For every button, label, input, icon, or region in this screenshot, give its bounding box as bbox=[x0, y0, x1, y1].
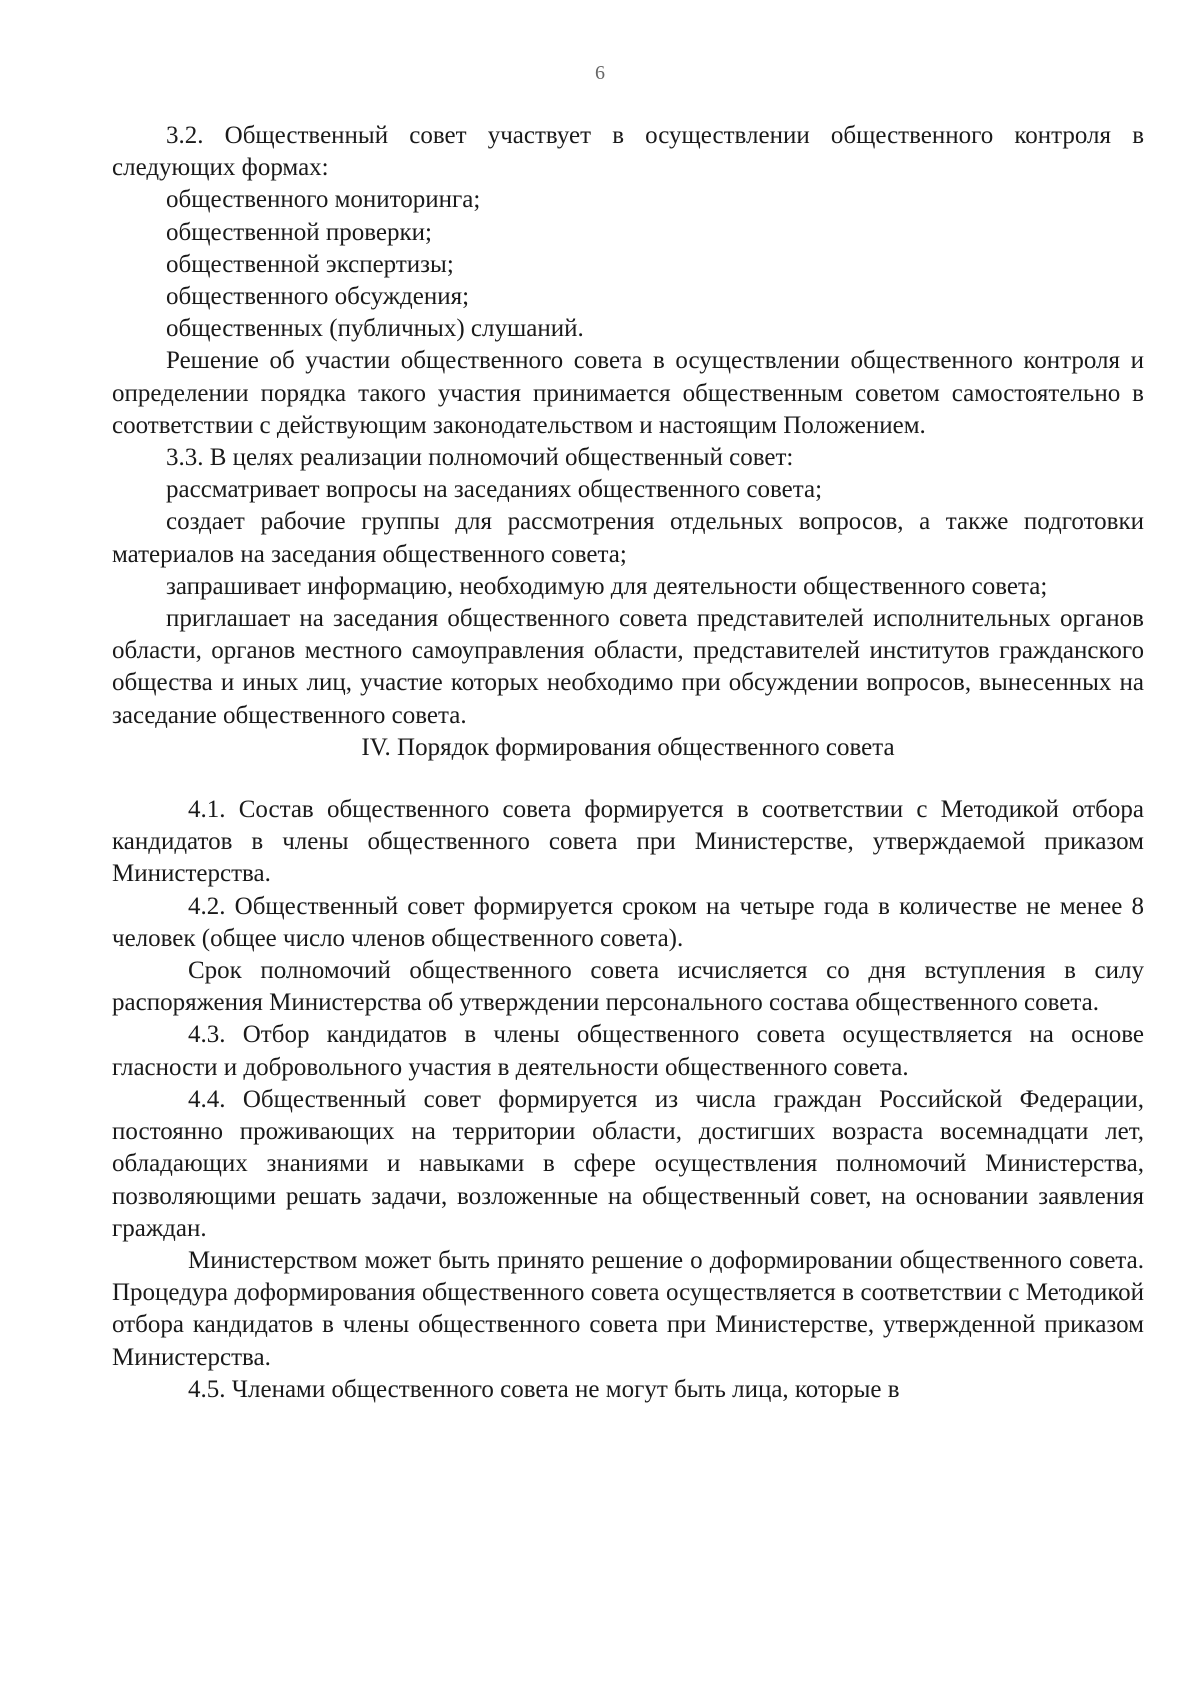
list-item: общественной экспертизы; bbox=[166, 250, 454, 278]
document-body bbox=[112, 120, 1144, 1406]
paragraph-4-1: 4.1. Состав общественного совета формируется в соответствии с Методикой отбора кандидатов в члены общественного совета при Министерстве, утверждаемой приказом Министерства. bbox=[112, 796, 1144, 888]
list-item: общественного обсуждения; bbox=[166, 283, 470, 311]
list-item: приглашает на заседания общественного совета представителей исполнительных органов области, органов местного самоуправления области, представителей институтов гражданского общества и иных лиц, участие которых необходимо при обсуждении вопросов, вынесенных на заседание общественного совета. bbox=[112, 605, 1144, 729]
list-item: создает рабочие группы для рассмотрения отдельных вопросов, а также подготовки материалов на заседания общественного совета; bbox=[112, 508, 1144, 568]
list-item: общественного мониторинга; bbox=[166, 186, 481, 214]
paragraph-4-3: 4.3. Отбор кандидатов в члены общественного совета осуществляется на основе гласности и добровольного участия в деятельности общественного совета. bbox=[112, 1021, 1144, 1081]
paragraph-4-5: 4.5. Членами общественного совета не могут быть лица, которые в bbox=[188, 1375, 900, 1403]
paragraph-additional-formation: Министерством может быть принято решение о доформировании общественного совета. Процедура доформирования общественного совета осуществляется в соответствии с Методикой отбора кандидатов в члены общественного совета при Министерстве, утвержденной приказом Министерства. bbox=[112, 1246, 1144, 1371]
paragraph-4-2: 4.2. Общественный совет формируется сроком на четыре года в количестве не менее 8 человек (общее число членов общественного совета). bbox=[112, 892, 1144, 952]
section-title: IV. Порядок формирования общественного совета bbox=[361, 733, 895, 761]
list-item: запрашивает информацию, необходимую для деятельности общественного совета; bbox=[166, 572, 1048, 600]
list-item: рассматривает вопросы на заседаниях общественного совета; bbox=[166, 476, 823, 504]
list-item: общественных (публичных) слушаний. bbox=[166, 315, 584, 343]
page-number: 6 bbox=[595, 62, 605, 84]
paragraph-3-3: 3.3. В целях реализации полномочий общественный совет: bbox=[166, 444, 794, 472]
paragraph-term: Срок полномочий общественного совета исчисляется со дня вступления в силу распоряжения Министерства об утверждении персонального состава общественного совета. bbox=[112, 957, 1144, 1017]
paragraph-decision: Решение об участии общественного совета в осуществлении общественного контроля и определении порядка такого участия принимается общественным советом самостоятельно в соответствии с действующим законодательством и настоящим Положением. bbox=[112, 347, 1144, 439]
list-item: общественной проверки; bbox=[166, 218, 432, 246]
paragraph-4-4: 4.4. Общественный совет формируется из числа граждан Российской Федерации, постоянно проживающих на территории области, достигших возраста восемнадцати лет, обладающих знаниями и навыками в сфере осуществления полномочий Министерства, позволяющими решать задачи, возложенные на общественный совет, на основании заявления граждан. bbox=[112, 1085, 1144, 1242]
paragraph-3-2: 3.2. Общественный совет участвует в осуществлении общественного контроля в следующих формах: bbox=[112, 122, 1144, 182]
